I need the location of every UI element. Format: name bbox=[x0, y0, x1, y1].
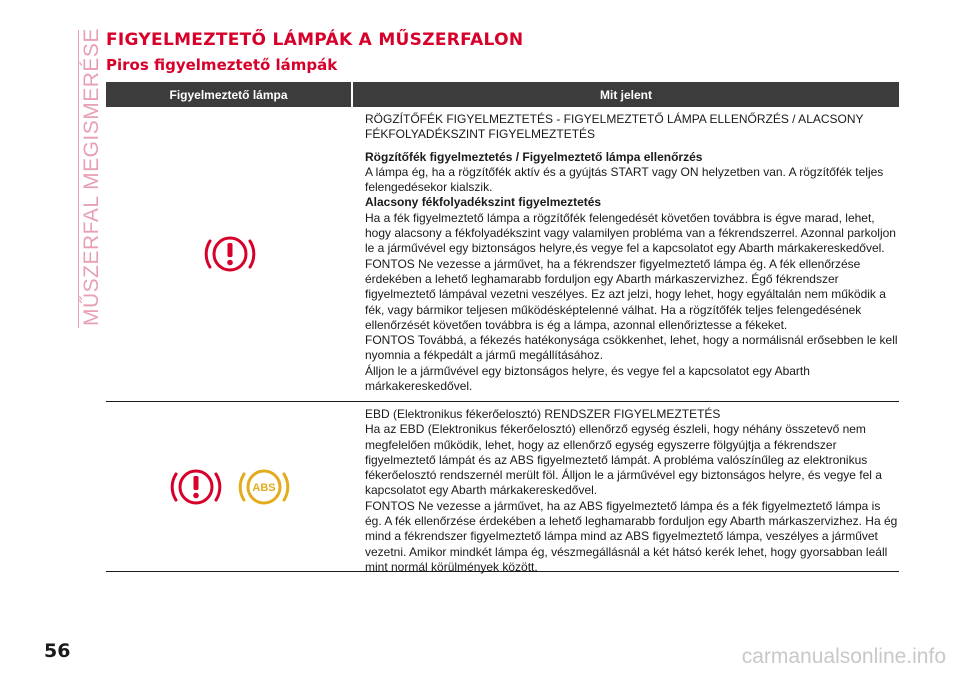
table-row bbox=[106, 402, 899, 572]
column-header-lamp: Figyelmeztető lámpa bbox=[106, 82, 351, 107]
brake-warning-icon bbox=[167, 458, 225, 516]
paragraph: A lámpa ég, ha a rögzítőfék aktív és a gyújtás START vagy ON helyzetben van. A rögzítőfék teljes felengedésekor kialszik. bbox=[365, 164, 884, 195]
lamp-icons-cell bbox=[106, 107, 353, 401]
side-divider bbox=[78, 30, 79, 328]
page-number: 56 bbox=[44, 640, 71, 662]
important-note: FONTOS Ne vezesse a járművet, ha az ABS figyelmeztető lámpa és a fék figyelmeztető lámpa is ég. A fék ellenőrzése érdekében a lehető leghamarabb forduljon egy Abarth márkaszervizhez. Ha ég mind a fékrendszer figyelmeztető lámpa mind az ABS figyelmeztető lámpa, veszélyes a járművet vezetni. Amikor mindkét lámpa ég, vészmegállásnál a két hátsó kerék lehet, hogy gyorsabban leáll mint normál körülmények között. bbox=[365, 498, 898, 574]
column-header-meaning: Mit jelent bbox=[353, 82, 899, 107]
page-title: FIGYELMEZTETŐ LÁMPÁK A MŰSZERFALON bbox=[106, 30, 524, 50]
abs-warning-icon bbox=[235, 458, 293, 516]
brake-warning-icon bbox=[201, 225, 259, 283]
side-section-label: MŰSZERFAL MEGISMERÉSE bbox=[80, 28, 103, 326]
watermark: carmanualsonline.info bbox=[741, 645, 946, 668]
warning-heading: EBD (Elektronikus fékerőelosztó) RENDSZER FIGYELMEZTETÉS bbox=[365, 407, 721, 421]
important-note: FONTOS Továbbá, a fékezés hatékonysága csökkenhet, lehet, hogy a normálisnál erősebben le kell nyomnia a fékpedált a jármű megállításához. bbox=[365, 333, 898, 363]
side-section-title bbox=[52, 28, 103, 330]
warning-heading: RÖGZÍTŐFÉK FIGYELMEZTETÉS - FIGYELMEZTETŐ LÁMPA ELLENŐRZÉS / ALACSONY FÉKFOLYADÉKSZINT FIGYELMEZTETÉS bbox=[365, 112, 864, 142]
abs-icon-label: ABS bbox=[251, 481, 276, 494]
paragraph: Álljon le a járművével egy biztonságos helyre, és vegye fel a kapcsolatot egy Abarth márkakereskedővel. bbox=[365, 363, 810, 394]
paragraph: Ha az EBD (Elektronikus fékerőelosztó) ellenőrző egység észleli, hogy néhány összetevő nem megfelelően működik, lehet, hogy az ellenőrző egység egyszerre fölgyújtja a fékrendszer figyelmeztető lámpát és az ABS figyelmeztető lámpát. A probléma valószínűleg az elektronikus fékerőelosztó rendszernél merült föl. Álljon le a járművével egy biztonságos helyre, és vegye fel a kapcsolatot egy Abarth márkakereskedővel. bbox=[365, 422, 882, 498]
section-subtitle: Piros figyelmeztető lámpák bbox=[106, 56, 338, 74]
lamp-icons-cell bbox=[106, 402, 353, 571]
subsection-title: Alacsony fékfolyadékszint figyelmeztetés bbox=[365, 195, 602, 210]
subsection-title: Rögzítőfék figyelmeztetés / Figyelmeztető lámpa ellenőrzés bbox=[365, 149, 703, 164]
meaning-cell bbox=[353, 402, 899, 574]
table-header bbox=[106, 82, 899, 107]
important-note: FONTOS Ne vezesse a járművet, ha a fékrendszer figyelmeztető lámpa ég. A fék ellenőrzése érdekében a lehető leghamarabb forduljon egy Abarth márkaszervizhez. Égő fékrendszer figyelmeztető lámpával vezetni veszélyes. Ez azt jelzi, hogy lehet, hogy egyáltalán nem működik a fék, vagy bármikor teljesen működésképtelenné válhat. Ha a rögzítőfék teljes felengedésének ellenőrzését követően továbbra is ég a lámpa, azonnal ellenőriztesse a fékeket. bbox=[365, 256, 886, 332]
warning-lamp-table bbox=[106, 82, 899, 572]
paragraph: Ha a fék figyelmeztető lámpa a rögzítőfék felengedését követően továbbra is égve marad, lehet, hogy alacsony a fékfolyadékszint vagy valamilyen probléma van a fékrendszerrel. Azonnal parkoljon le a járművével egy biztonságos helyre,és vegye fel a kapcsolatot egy Abarth márkakereskedővel. bbox=[365, 210, 896, 256]
meaning-cell bbox=[353, 107, 899, 401]
table-row bbox=[106, 107, 899, 402]
